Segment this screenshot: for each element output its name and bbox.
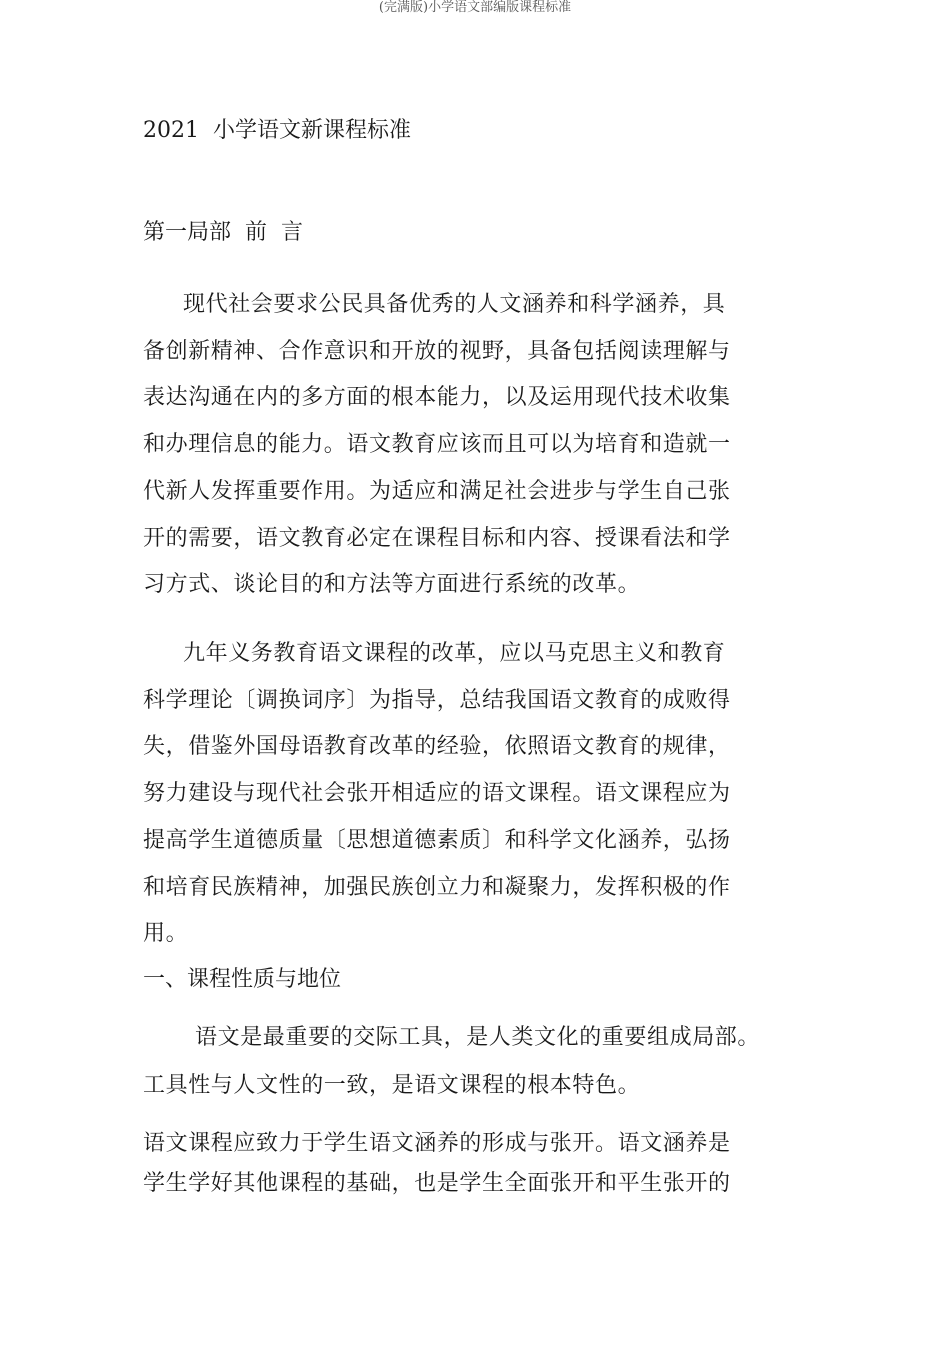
- paragraph-4: 语文课程应致力于学生语文涵养的形成与张开。语文涵养是学生学好其他课程的基础，也是学生全面张开和平生张开的: [143, 1131, 731, 1196]
- part-heading: 第一局部 前 言: [143, 220, 303, 245]
- document-title: 2021 小学语文新课程标准: [143, 118, 411, 143]
- running-header: (完满版)小学语文部编版课程标准: [378, 0, 572, 15]
- section-heading: 一、课程性质与地位: [143, 967, 342, 992]
- paragraph-2: 九年义务教育语文课程的改革，应以马克思主义和教育科学理论〔调换词序〕为指导，总结我国语文教育的成败得失，借鉴外国母语教育改革的经验，依照语文教育的规律，努力建设与现代社会张开相适应的语文课程。语文课程应为提高学生道德质量〔思想道德素质〕和科学文化涵养，弘扬和培育民族精神，加强民族创立力和凝聚力，发挥积极的作用。: [143, 641, 731, 947]
- paragraph-1: 现代社会要求公民具备优秀的人文涵养和科学涵养，具备创新精神、合作意识和开放的视野，具备包括阅读理解与表达沟通在内的多方面的根本能力，以及运用现代技术收集和办理信息的能力。语文教育应该而且可以为培育和造就一代新人发挥重要作用。为适应和满足社会进步与学生自己张开的需要，语文教育必定在课程目标和内容、授课看法和学习方式、谈论目的和方法等方面进行系统的改革。: [143, 292, 731, 598]
- paragraph-3: 语文是最重要的交际工具，是人类文化的重要组成局部。工具性与人文性的一致，是语文课程的根本特色。: [143, 1025, 761, 1098]
